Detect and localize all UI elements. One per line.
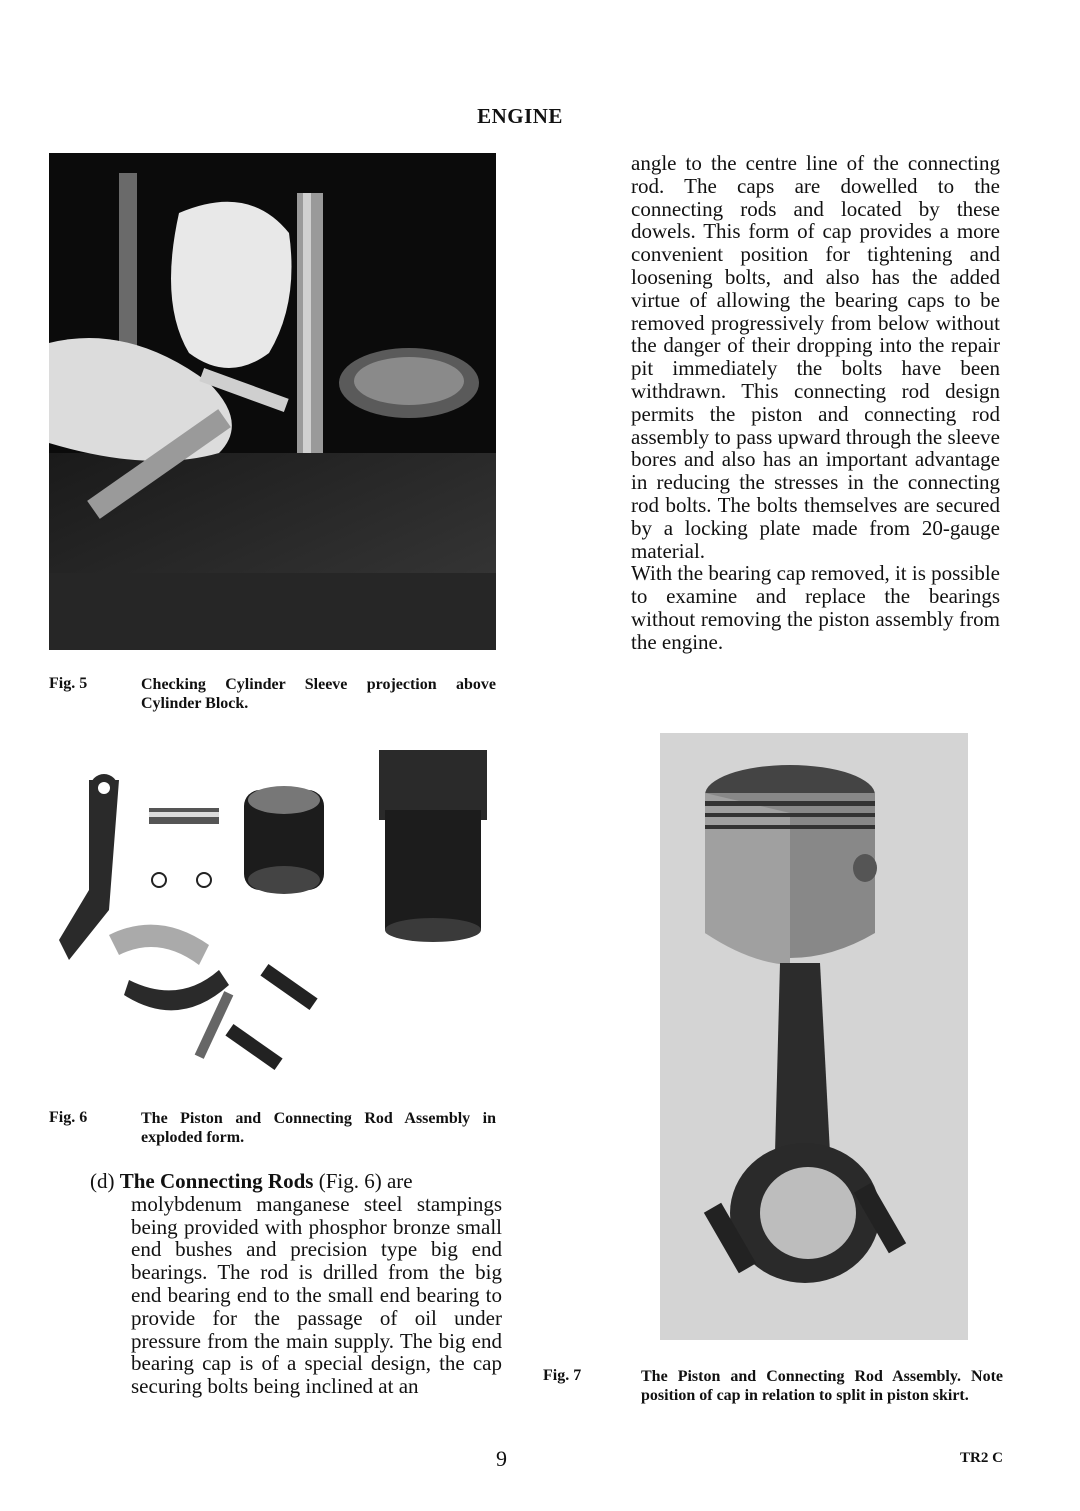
right-paragraph-1: angle to the centre line of the connecting rod. The caps are dowelled to the connecting rods and located by these dowels. This form of cap provides a more convenient position for tightening and loosening bolts, and also has the added virtue of allowing the bearing caps to be removed progressively from below without the danger of their dropping into the repair pit immediately the bolts have been withdrawn. This connecting rod design permits the piston and connecting rod assembly to pass upward through the sleeve bores and also has an important advantage in reducing the stresses in the connecting rod bolts. The bolts themselves are secured by a locking plate made from 20-gauge material. [631,151,1000,563]
fig7-caption: The Piston and Connecting Rod Assembly. Note position of cap in relation to split in piston skirt. [641,1368,1003,1404]
fig7-label: Fig. 7 [543,1367,582,1384]
right-column-text [631,152,1000,654]
section-d-marker: (d) [90,1169,115,1193]
fig7-photo [660,733,968,1340]
right-paragraph-2: With the bearing cap removed, it is possible to examine and replace the bearings without removing the piston assembly from the engine. [631,561,1000,654]
section-d-body: molybdenum manganese steel stampings being provided with phosphor bronze small end bushes and precision type big end bearings. The rod is drilled from the big end bearing end to the small end bearing to provide for the passage of oil under pressure from the main supply. The big end bearing cap is of a special design, the cap securing bolts being inclined at an [131,1191,502,1399]
fig5-photo [49,153,496,650]
fig5-caption: Checking Cylinder Sleeve projection above Cylinder Block. [141,676,496,712]
fig6-label: Fig. 6 [49,1109,88,1126]
section-title: ENGINE [477,104,563,128]
fig6-photo [49,740,496,1085]
section-d-paragraph [90,1170,502,1398]
section-d-ref: (Fig. 6) are [313,1169,413,1193]
section-d-heading: The Connecting Rods [119,1169,314,1193]
fig6-caption: The Piston and Connecting Rod Assembly in exploded form. [141,1110,496,1146]
page-number: 9 [496,1446,507,1471]
footer-code: TR2 C [960,1450,1003,1466]
fig5-label: Fig. 5 [49,675,88,692]
